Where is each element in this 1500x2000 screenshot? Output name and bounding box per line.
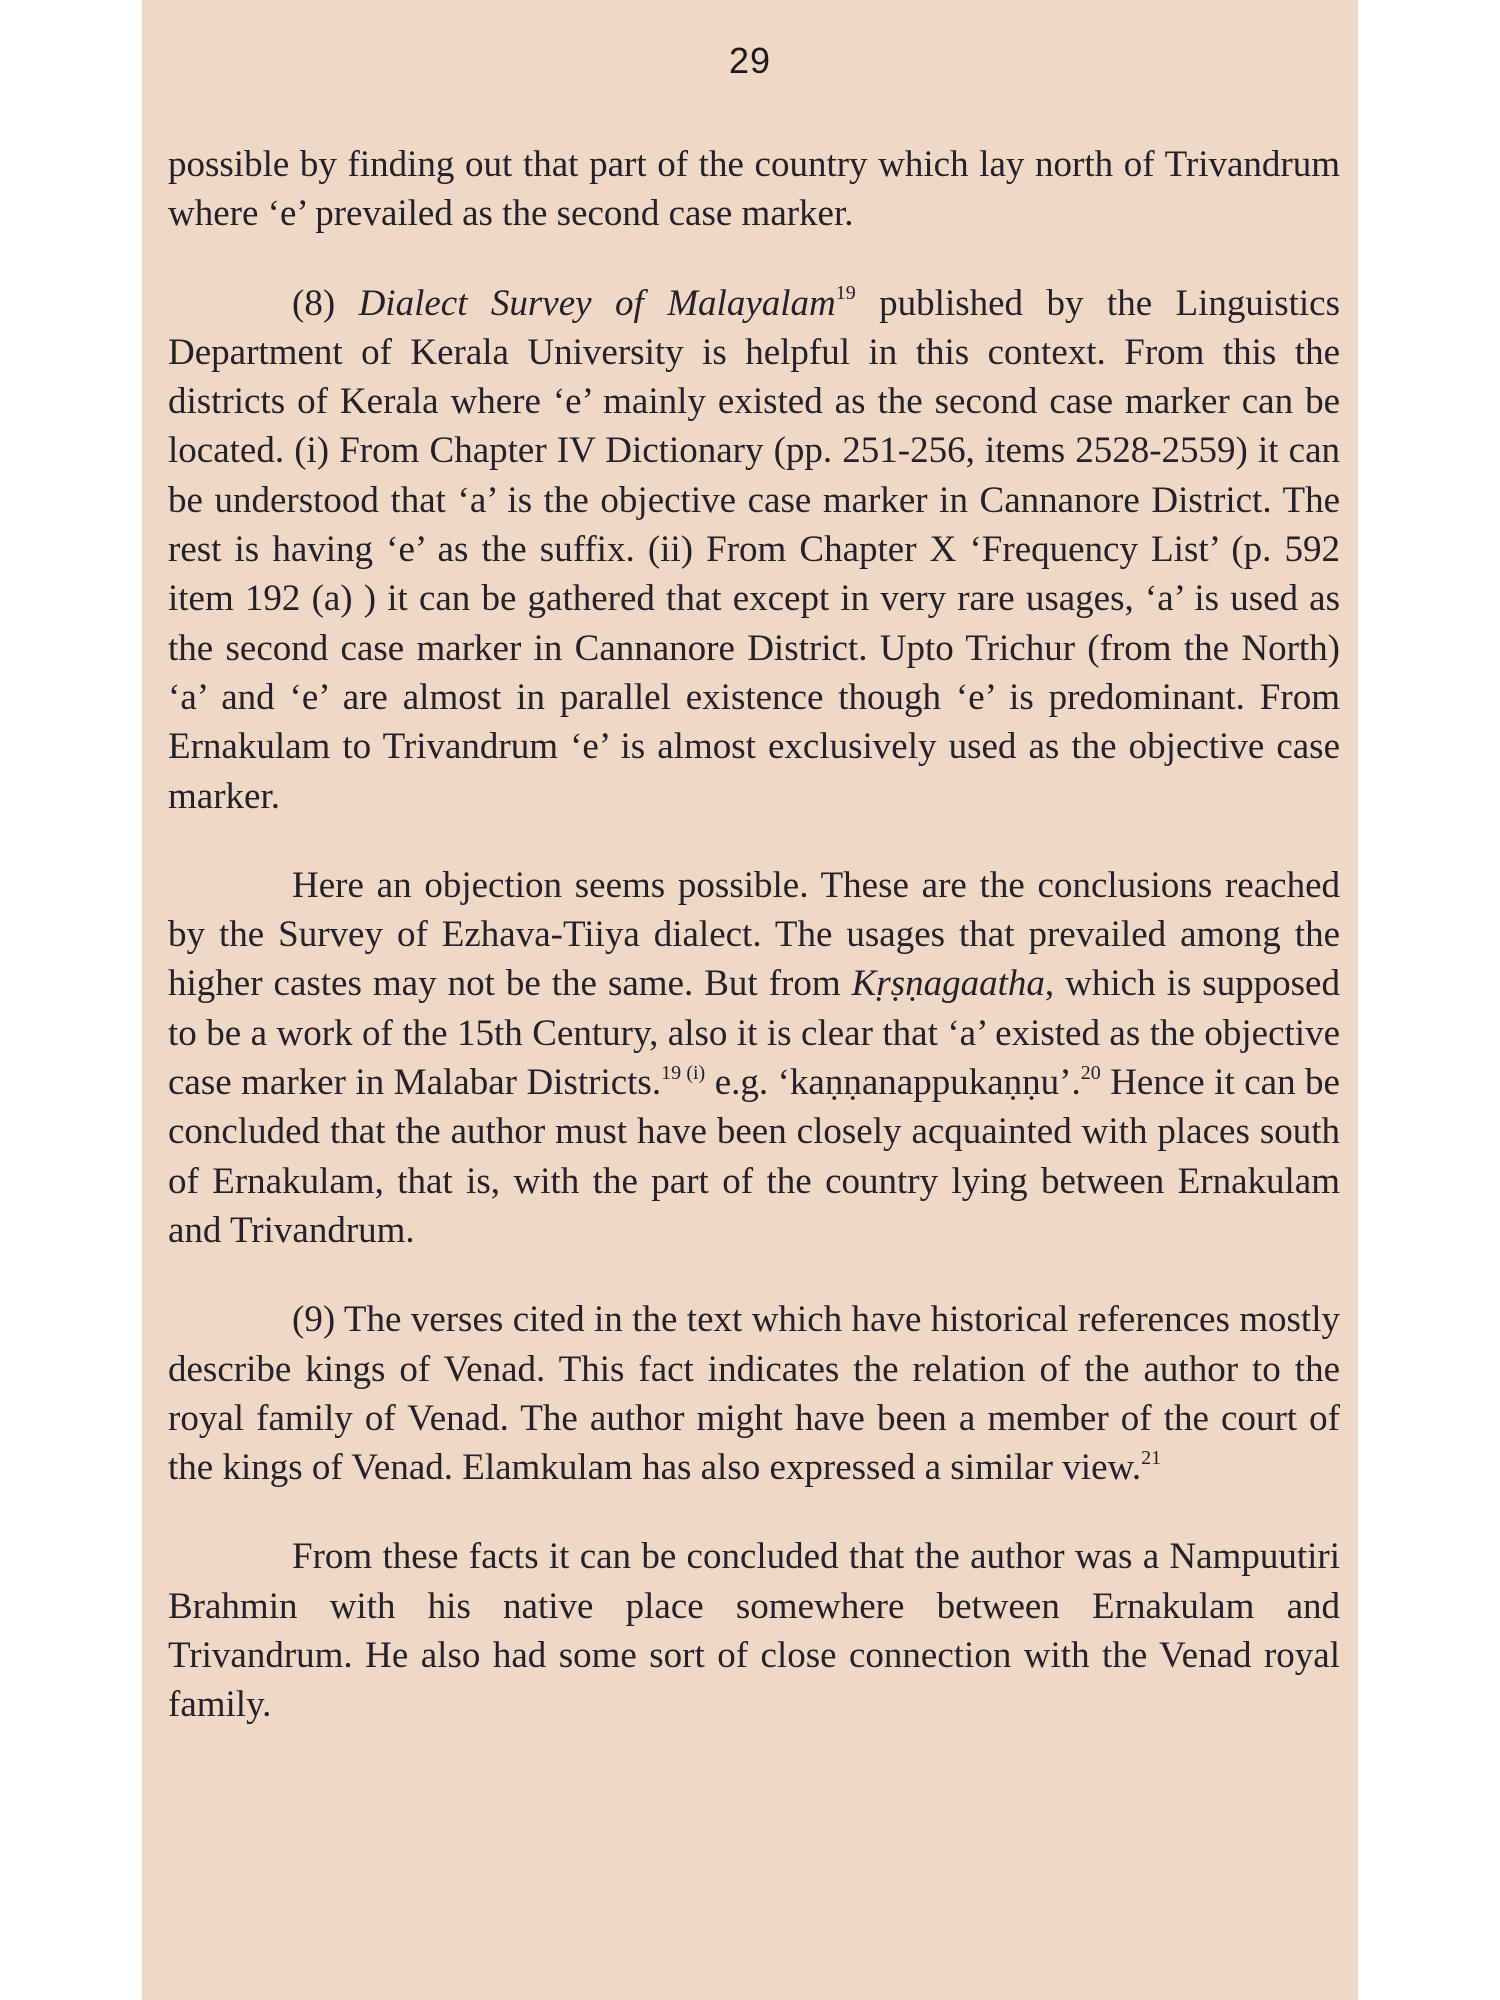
paragraph-text: e.g. ‘kaṇṇanappukaṇṇu’.	[705, 1062, 1081, 1104]
paragraph-conclusion: From these facts it can be concluded that the author was a Nampuutiri Brahmin with his native place somewhere between Ernakulam and Trivandrum. He also had some sort of close connection with the Venad royal family.	[168, 1536, 1340, 1726]
paragraph-objection	[168, 861, 1340, 1255]
footnote-ref: 21	[1141, 1446, 1162, 1469]
paragraph-text: Hence it can be concluded that the author must have been closely acquainted with places south of Ernakulam, that is, with the part of the country lying between Ernakulam and Trivandrum.	[168, 1062, 1340, 1251]
book-page	[142, 0, 1358, 2000]
footnote-ref: 19	[835, 282, 856, 305]
paragraph-dialect-survey	[168, 279, 1340, 821]
paragraph-continuation: possible by finding out that part of the country which lay north of Trivandrum where ‘e’ prevailed as the second case marker.	[168, 144, 1340, 235]
paragraph-text: (9) The verses cited in the text which have historical references mostly describe kings of Venad. This fact indicates the relation of the author to the royal family of Venad. The author might have been a member of the court of the kings of Venad. Elamkulam has also expressed a similar view.	[168, 1299, 1340, 1489]
paragraph-number: (8)	[292, 282, 359, 324]
page-number: 29	[728, 40, 772, 81]
footnote-ref: 19 (i)	[661, 1061, 706, 1084]
page-body	[168, 140, 1340, 1770]
footnote-ref: 20	[1080, 1061, 1101, 1084]
paragraph-text: published by the Linguistics Department of Kerala University is helpful in this context. From this the districts of Kerala where ‘e’ mainly existed as the second case marker can be located. (i) From Chapter IV Dictionary (pp. 251-256, items 2528-2559) it can be understood that ‘a’ is the objective case marker in Cannanore District. The rest is having ‘e’ as the suffix. (ii) From Chapter X ‘Frequency List’ (p. 592 item 192 (a) ) it can be gathered that except in very rare usages, ‘a’ is used as the second case marker in Cannanore District. Upto Trichur (from the North) ‘a’ and ‘e’ are almost in parallel existence though ‘e’ is predominant. From Ernakulam to Trivandrum ‘e’ is almost exclusively used as the objective case marker.	[168, 282, 1340, 817]
paragraph-text: , which is supposed to be a work of the 15th Century, also it is clear that ‘a’ existed as the objective case marker in Malabar Districts.	[168, 963, 1340, 1104]
paragraph-venad	[168, 1295, 1340, 1492]
book-title: Kṛṣṇagaatha	[851, 963, 1045, 1005]
paragraph-text: Here an objection seems possible. These are the conclusions reached by the Survey of Ezhava-Tiiya dialect. The usages that prevailed among the higher castes may not be the same. But from	[168, 864, 1340, 1005]
book-title: Dialect Survey of Malayalam	[358, 282, 836, 324]
